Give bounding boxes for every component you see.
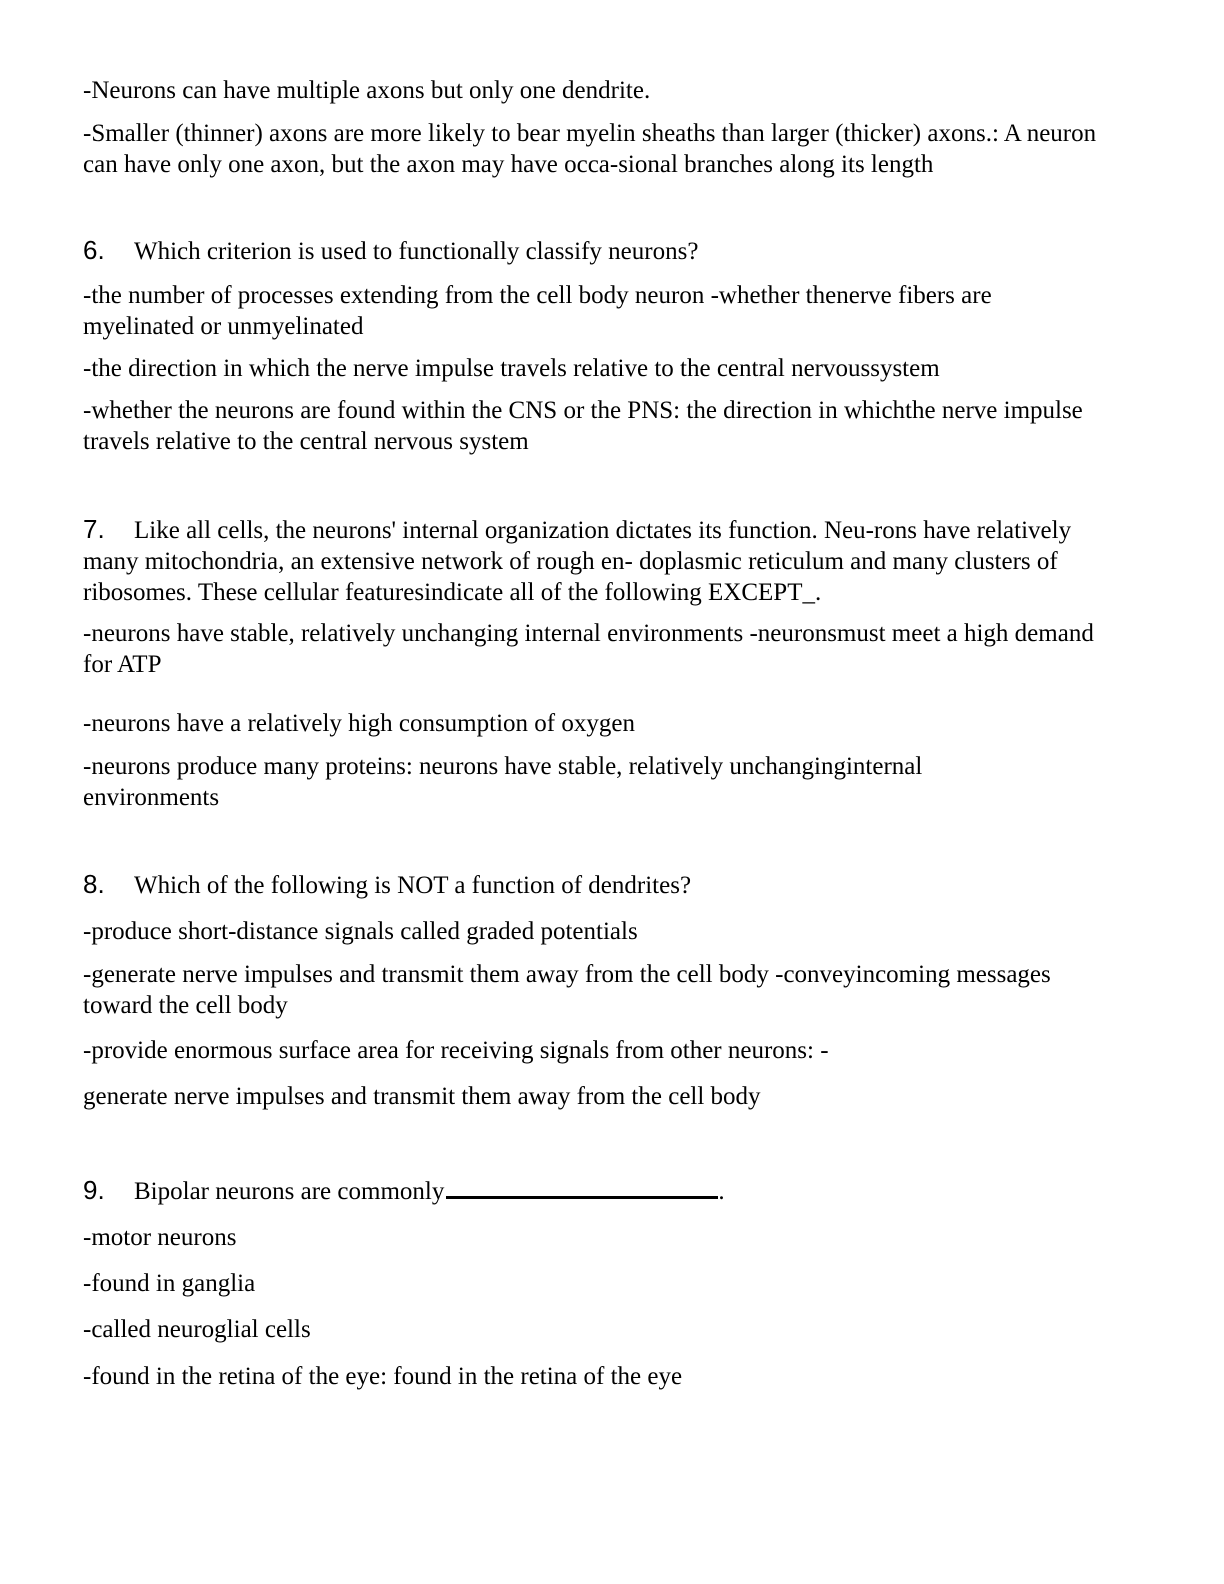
- question-6: [83, 235, 1143, 267]
- question-9-option-2: -found in ganglia: [83, 1270, 256, 1297]
- question-6-option-1: -the number of processes extending from the cell body neuron -whether thenerve fibers are myelinated or unmyelinated: [83, 282, 992, 340]
- question-8-text: Which of the following is NOT a function of dendrites?: [134, 872, 692, 899]
- question-7-option-3: -neurons produce many proteins: neurons have stable, relatively unchanginginternal environments: [83, 753, 923, 811]
- question-9: [83, 1175, 1143, 1207]
- question-9-option-1: -motor neurons: [83, 1224, 237, 1251]
- question-9-text-end: .: [718, 1178, 725, 1205]
- question-7: [83, 514, 1093, 608]
- question-8: [83, 869, 1143, 901]
- question-9-option-3: -called neuroglial cells: [83, 1316, 311, 1343]
- question-7-number: 7.: [83, 514, 105, 544]
- question-6-option-2: -the direction in which the nerve impulse travels relative to the central nervoussystem: [83, 355, 940, 382]
- question-9-text: Bipolar neurons are commonly: [134, 1178, 445, 1205]
- question-9-option-4: -found in the retina of the eye: found in the retina of the eye: [83, 1363, 683, 1390]
- question-7-text: Like all cells, the neurons' internal organization dictates its function. Neu-rons have relatively many mitochondria, an extensive network of rough en- doplasmic reticulum and many clusters of ribosomes. These cellular featuresindicate all of the following EXCEPT_.: [83, 517, 1072, 606]
- question-8-option-1: -produce short-distance signals called graded potentials: [83, 918, 638, 945]
- question-8-option-4: generate nerve impulses and transmit them away from the cell body: [83, 1083, 761, 1110]
- question-9-number: 9.: [83, 1175, 105, 1205]
- question-6-number: 6.: [83, 235, 105, 265]
- question-7-option-1: -neurons have stable, relatively unchanging internal environments -neuronsmust meet a high demand for ATP: [83, 620, 1094, 678]
- answer-blank: [446, 1176, 718, 1199]
- question-6-option-3: -whether the neurons are found within the CNS or the PNS: the direction in whichthe nerve impulse travels relative to the central nervous system: [83, 397, 1083, 455]
- question-8-number: 8.: [83, 869, 105, 899]
- intro-line-1: -Neurons can have multiple axons but only one dendrite.: [83, 77, 651, 104]
- question-8-option-3: -provide enormous surface area for receiving signals from other neurons: -: [83, 1037, 829, 1064]
- intro-line-2: -Smaller (thinner) axons are more likely to bear myelin sheaths than larger (thicker) axons.: A neuron can have only one axon, but the axon may have occa-sional branches along its length: [83, 120, 1097, 178]
- question-8-option-2: -generate nerve impulses and transmit them away from the cell body -conveyincoming messages toward the cell body: [83, 961, 1051, 1019]
- question-7-option-2: -neurons have a relatively high consumption of oxygen: [83, 710, 635, 737]
- question-6-text: Which criterion is used to functionally classify neurons?: [134, 238, 699, 265]
